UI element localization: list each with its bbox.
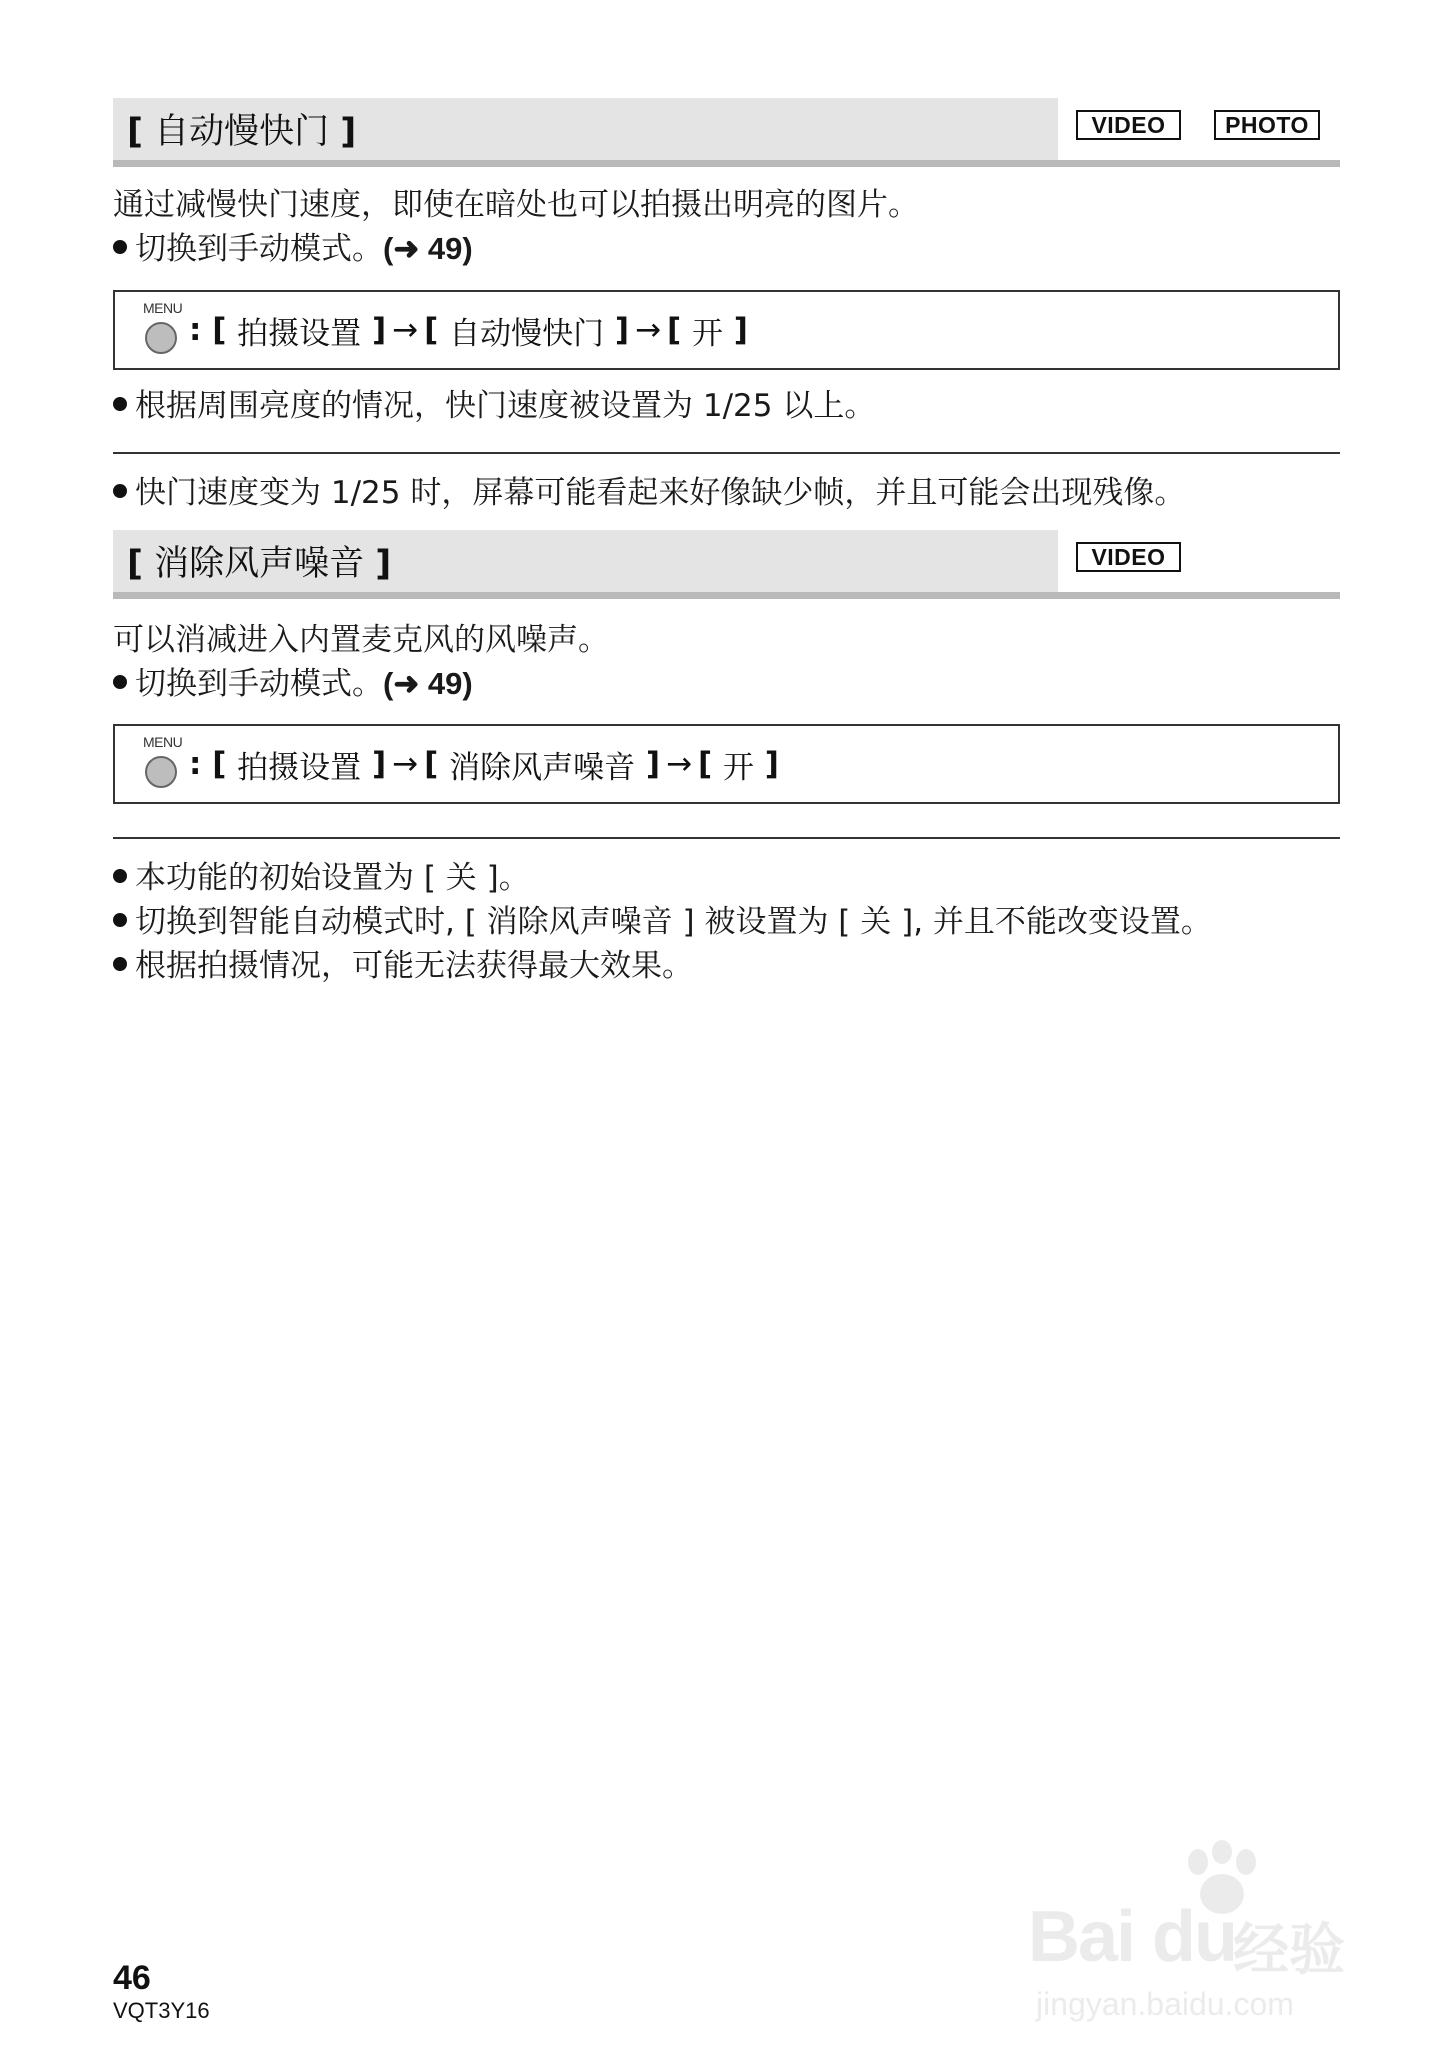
menu-icon-label: MENU (143, 734, 183, 750)
menu-circle-icon (145, 756, 177, 788)
divider (113, 837, 1340, 839)
watermark-url: jingyan.baidu.com (1036, 1986, 1294, 2022)
menu-icon-label: MENU (143, 300, 183, 316)
section-header-slow-shutter (113, 98, 1340, 166)
baidu-watermark (1028, 1840, 1368, 2040)
note-item (113, 471, 1185, 515)
mode-note (113, 662, 473, 706)
video-mode-badge: VIDEO (1076, 542, 1181, 572)
note-item (113, 384, 875, 428)
video-mode-badge: VIDEO (1076, 110, 1181, 140)
bullet-icon (113, 675, 127, 689)
page-number: 46 (113, 1959, 151, 1997)
mode-note-text: 切换到手动模式。 (135, 666, 383, 702)
menu-path: : [ 拍摄设置 ] → [ 自动慢快门 ] → [ 开 ] (189, 292, 748, 368)
arrow-icon: → (666, 746, 693, 782)
note-text: 根据拍摄情况，可能无法获得最大效果。 (135, 948, 693, 984)
arrow-icon: → (635, 312, 662, 348)
menu-step: 开 (723, 749, 755, 786)
bracket-open: [ (127, 112, 143, 152)
arrow-icon: → (392, 746, 419, 782)
section-title-text: 消除风声噪音 (154, 544, 365, 584)
menu-step: 消除风声噪音 (449, 749, 636, 786)
note-item (113, 856, 530, 900)
bullet-icon (113, 397, 127, 411)
page-reference: (➜ 49) (383, 666, 473, 701)
note-text: 本功能的初始设置为 [ 关 ]。 (135, 860, 530, 896)
mode-note-text: 切换到手动模式。 (135, 231, 383, 267)
section-title-bar (113, 98, 1058, 160)
document-code: VQT3Y16 (113, 1998, 210, 2023)
section-title-text: 自动慢快门 (154, 112, 330, 152)
menu-path: : [ 拍摄设置 ] → [ 消除风声噪音 ] → [ 开 ] (189, 726, 779, 802)
bracket-close: ] (375, 544, 392, 584)
note-text: 快门速度变为 1/25 时，屏幕可能看起来好像缺少帧，并且可能会出现残像。 (135, 475, 1186, 511)
bullet-icon (113, 869, 127, 883)
section-underline (113, 592, 1340, 599)
photo-mode-badge: PHOTO (1214, 110, 1320, 140)
section-description: 可以消减进入内置麦克风的风噪声。 (113, 622, 609, 658)
watermark-brand: Bai du (1028, 1897, 1237, 1977)
note-item (113, 944, 693, 988)
bracket-open: [ (127, 544, 143, 584)
note-text: 根据周围亮度的情况，快门速度被设置为 1/25 以上。 (135, 388, 876, 424)
menu-step: 拍摄设置 (237, 315, 362, 352)
mode-note (113, 227, 473, 271)
menu-path-box (113, 290, 1340, 370)
menu-button-icon (143, 300, 183, 362)
bullet-icon (113, 957, 127, 971)
bracket-close: ] (340, 112, 357, 152)
section-underline (113, 160, 1340, 167)
section-title (113, 104, 356, 154)
bullet-icon (113, 240, 127, 254)
menu-step: 拍摄设置 (237, 749, 362, 786)
menu-button-icon (143, 734, 183, 796)
section-header-wind-noise (113, 530, 1340, 598)
section-title-bar (113, 530, 1058, 592)
section-title (113, 536, 391, 586)
page-reference: (➜ 49) (383, 231, 473, 266)
menu-step: 开 (692, 315, 724, 352)
bullet-icon (113, 484, 127, 498)
menu-circle-icon (145, 322, 177, 354)
divider (113, 452, 1340, 454)
section-description: 通过减慢快门速度，即使在暗处也可以拍摄出明亮的图片。 (113, 187, 919, 223)
menu-path-box (113, 724, 1340, 804)
note-text: 切换到智能自动模式时, [ 消除风声噪音 ] 被设置为 [ 关 ], 并且不能改变设置。 (135, 904, 1212, 940)
menu-colon: : (189, 312, 202, 348)
menu-colon: : (189, 746, 202, 782)
menu-step: 自动慢快门 (449, 315, 605, 352)
bullet-icon (113, 913, 127, 927)
note-item (113, 900, 1212, 944)
watermark-brand-cn: 经验 (1233, 1918, 1345, 1983)
arrow-icon: → (392, 312, 419, 348)
